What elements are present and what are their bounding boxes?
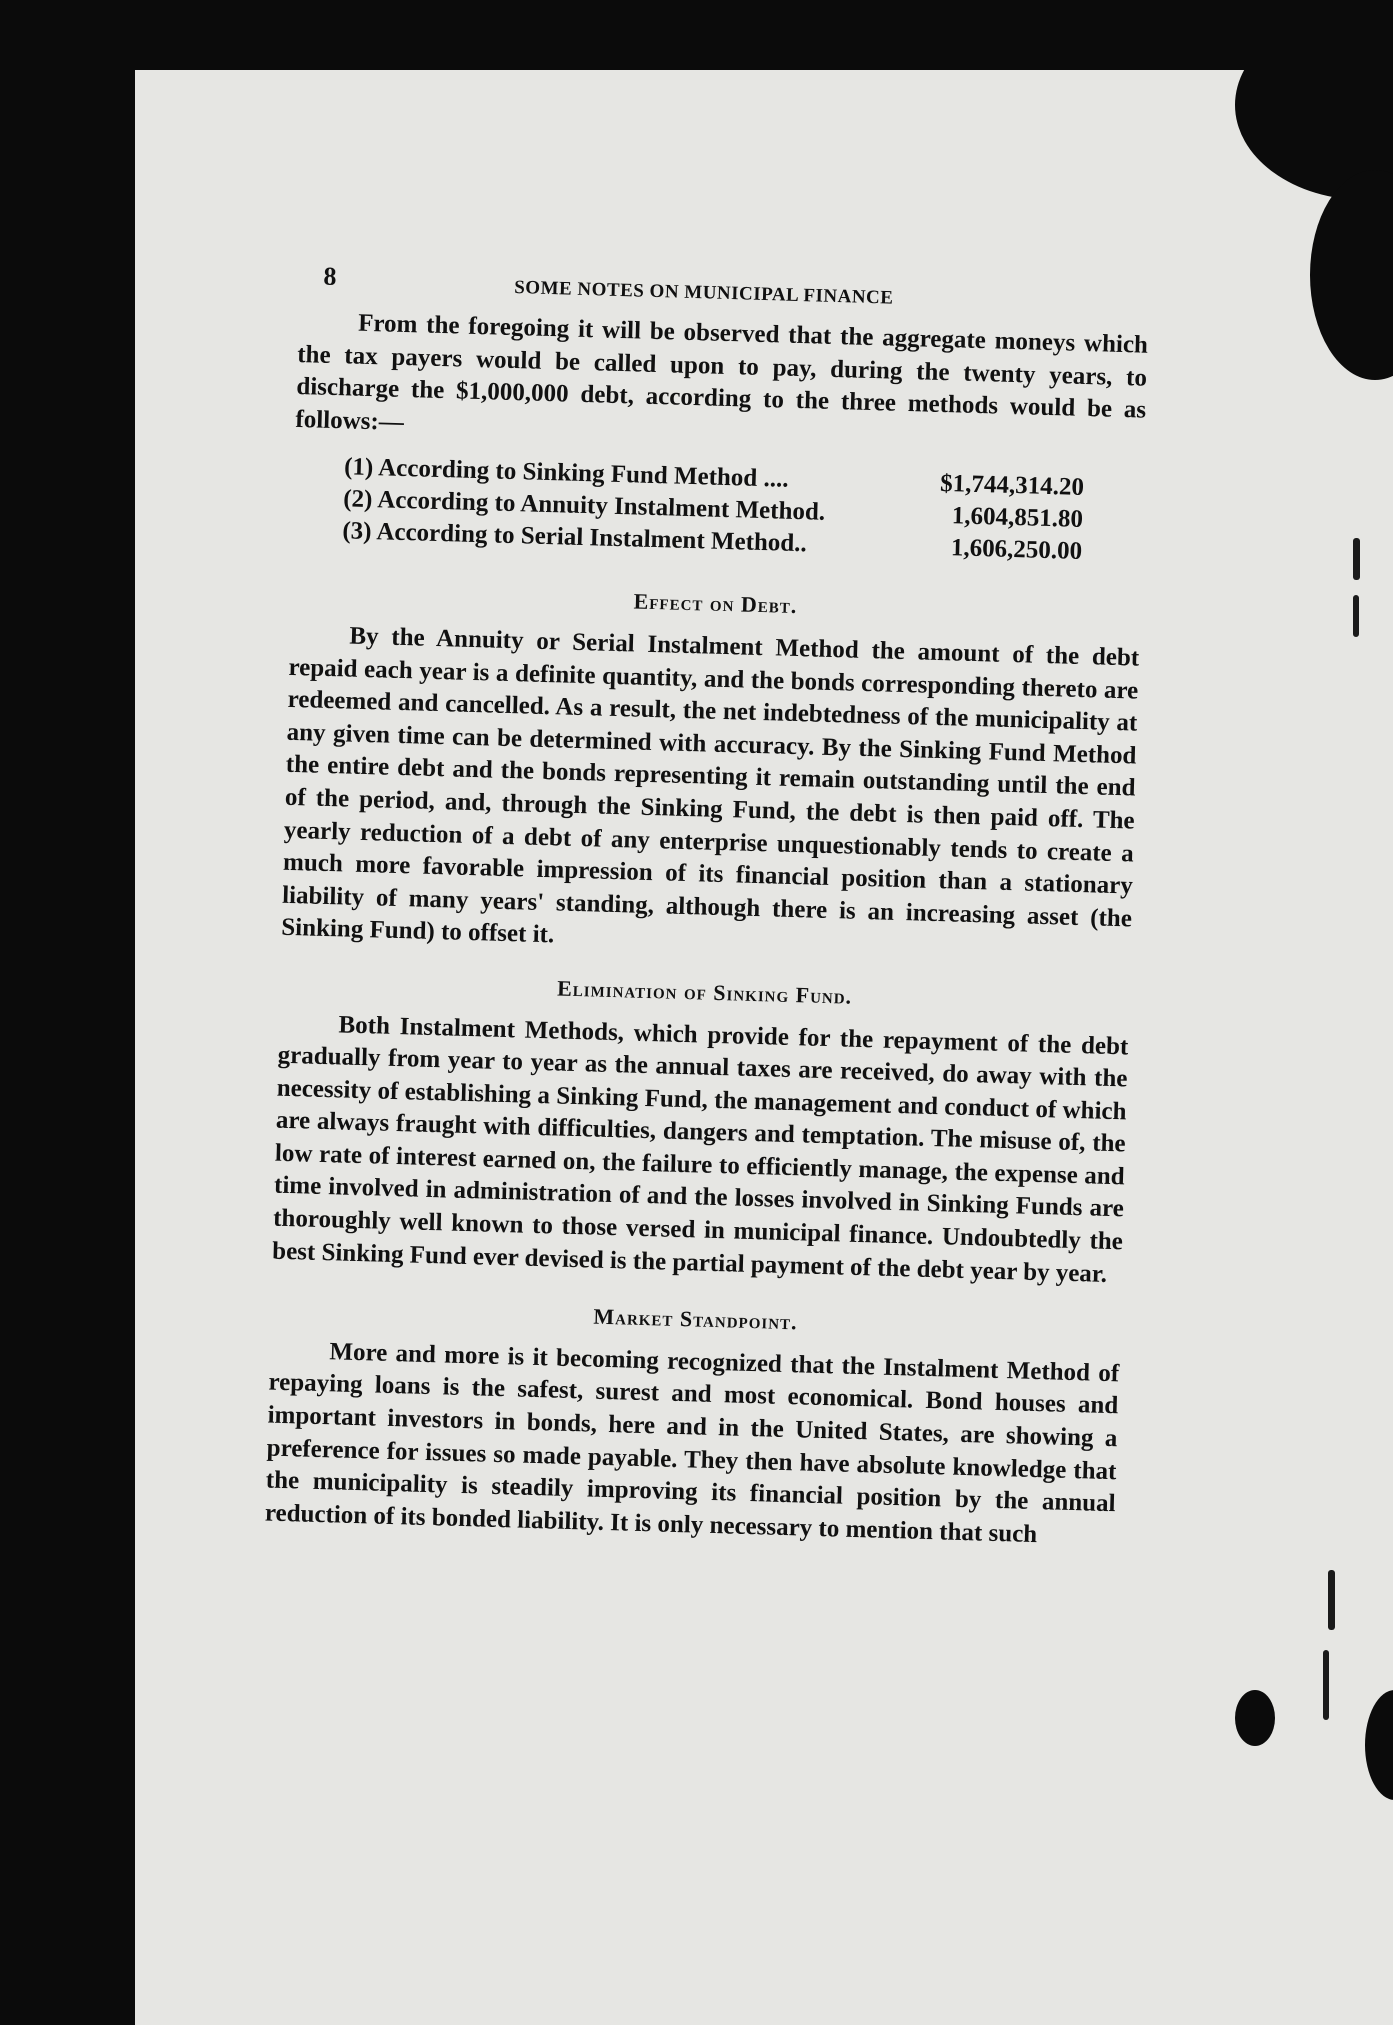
page-text [264, 258, 1150, 1574]
intro-paragraph: From the foregoing it will be observed that the aggregate moneys which the tax payers would be called upon to pay, during the twenty years, to discharge the $1,000,000 debt, according to the three methods would be as follows:— [295, 309, 1149, 436]
method-amount: 1,606,250.00 [950, 534, 1083, 566]
method-label: (3) According to Serial Instalment Method.. [342, 517, 808, 558]
section-heading: Market Standpoint. [593, 1303, 798, 1335]
margin-stroke [1323, 1650, 1329, 1720]
section-elimination-of-sinking-fund [272, 965, 1130, 1292]
method-label: (1) According to Sinking Fund Method .... [343, 453, 789, 494]
section-paragraph: More and more is it becoming recognized that the Instalment Method of repaying loans is the safest, surest and most economical. Bond houses and important investors in bonds, here and in the United States, are showing a preference for issues so made payable. They then have absolute knowledge that the municipality is steadily improving its financial position by the annual reduction of its bonded liability. It is only necessary to mention that such [264, 1338, 1120, 1548]
margin-stroke [1353, 595, 1359, 637]
section-paragraph: Both Instalment Methods, which provide for the repayment of the debt gradually from year to year as the annual taxes are received, do away with the necessity of establishing a Sinking Fund, the management and conduct of which are always fraught with difficulties, dangers and temptation. The misuse of, the low rate of interest earned on, the failure to efficiently manage, the expense and time involved in administration of and the losses involved in Sinking Funds are thoroughly well known to those versed in municipal finance. Undoubtedly the best Sinking Fund ever devised is the partial payment of the debt year by year. [271, 1010, 1129, 1288]
section-heading: Elimination of Sinking Fund. [556, 975, 853, 1009]
section-paragraph: By the Annuity or Serial Instalment Method the amount of the debt repaid each year is a definite quantity, and the bonds corresponding thereto are redeemed and cancelled. As a result, the net indebtedness of the municipality at any given time can be determined with accuracy. By the Sinking Fund Method the entire debt and the bonds representing it remain outstanding until the end of the period, and, through the Sinking Fund, the debt is then paid off. The yearly reduction of a debt of any enterprise unquestionably tends to create a much more favorable impression of its financial position than a stationary liability of many years' standing, although there is an increasing asset (the Sinking Fund) to offset it. [280, 622, 1140, 949]
method-amount: $1,744,314.20 [939, 470, 1085, 502]
hole-punch [1235, 1690, 1275, 1746]
method-amount: 1,604,851.80 [951, 502, 1084, 534]
section-market-standpoint [264, 1292, 1120, 1554]
page-number: 8 [323, 261, 338, 292]
methods-list [342, 452, 1144, 570]
section-effect-on-debt [281, 576, 1141, 968]
damaged-edge-bottom-right [1365, 1690, 1393, 1800]
running-title: SOME NOTES ON MUNICIPAL FINANCE [513, 276, 894, 309]
section-heading: Effect on Debt. [633, 588, 798, 619]
method-label: (2) According to Annuity Instalment Method. [342, 485, 826, 527]
margin-stroke [1328, 1570, 1335, 1630]
margin-stroke [1353, 538, 1360, 580]
damaged-edge-right [1310, 170, 1393, 380]
